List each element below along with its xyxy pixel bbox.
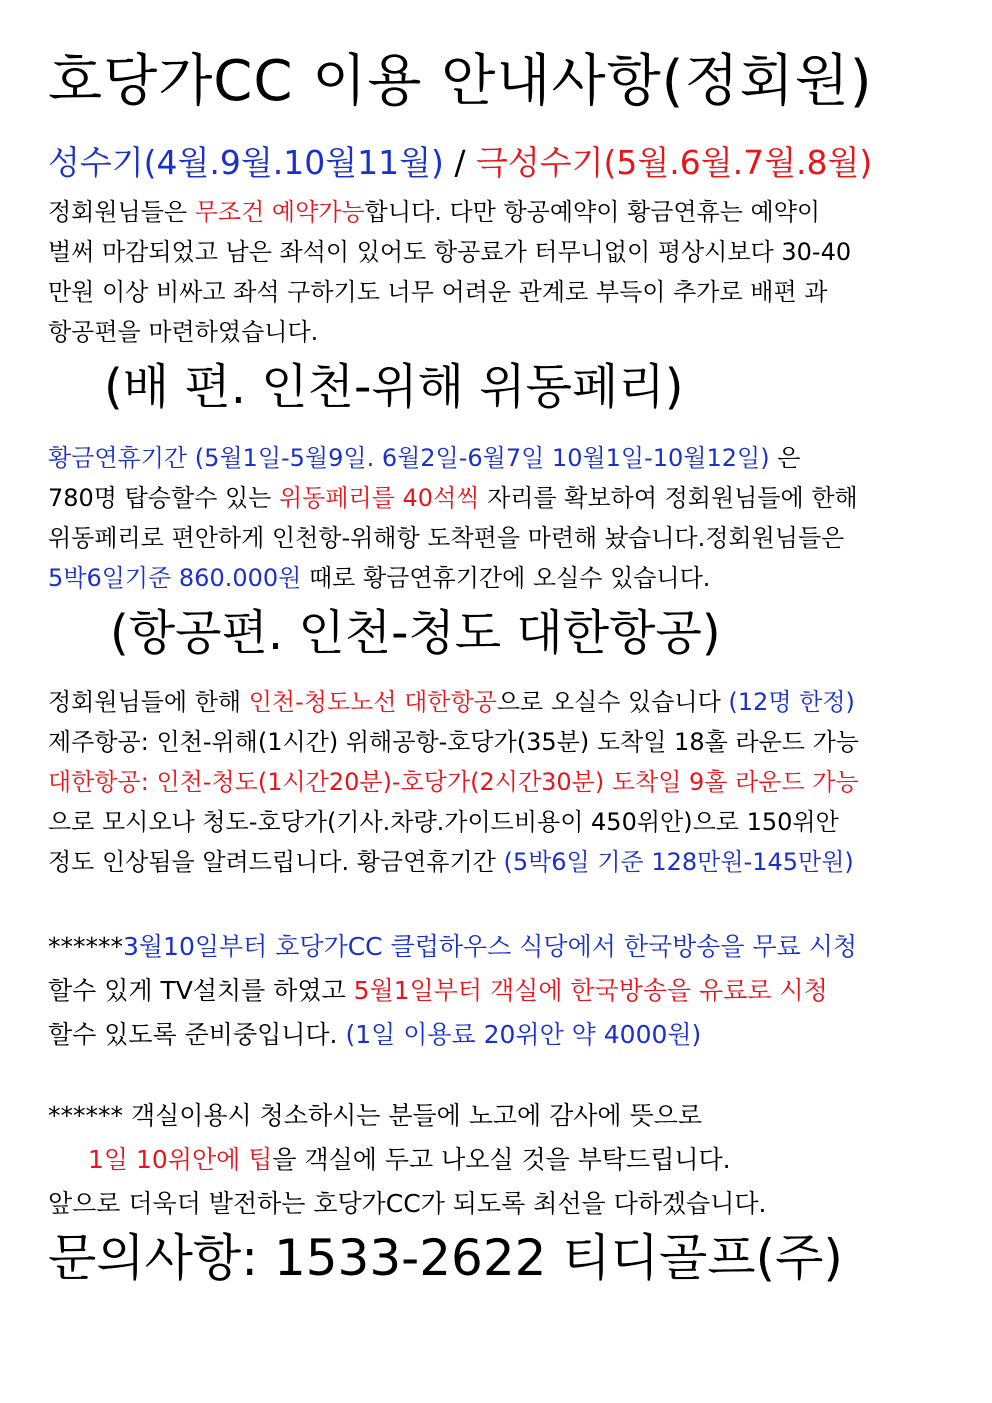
page-title: 호당가CC 이용 안내사항(정회원): [48, 49, 873, 114]
ferry-line-3: 위동페리로 편안하게 인천항-위해항 도착편을 마련해 놨습니다.정회원님들은: [48, 524, 845, 552]
peak-season: 성수기(4월.9월.10월11월): [48, 143, 444, 182]
intro-line-4: 항공편을 마련하였습니다.: [48, 318, 319, 346]
intro-line-1: 정회원님들은 무조건 예약가능합니다. 다만 항공예약이 황금연휴는 예약이: [48, 198, 821, 226]
reservation-highlight: 무조건 예약가능: [194, 198, 365, 226]
air-line-3: 대한항공: 인천-청도(1시간20분)-호당가(2시간30분) 도착일 9홀 라운드 가능: [48, 768, 859, 796]
air-heading: (항공편. 인천-청도 대한항공): [110, 605, 721, 661]
intro-line-3: 만원 이상 비싸고 좌석 구하기도 너무 어려운 관계로 부득이 추가로 배편 과: [48, 278, 828, 306]
air-paragraph: [48, 682, 944, 882]
ferry-line-1: 황금연휴기간 (5월1일-5월9일. 6월2일-6월7일 10월1일-10월12일) 은: [48, 444, 801, 472]
ferry-price: 5박6일기준 860.000원: [48, 564, 302, 592]
tv-line-2: 할수 있게 TV설치를 하였고 5월1일부터 객실에 한국방송을 유료로 시청: [48, 976, 828, 1005]
air-line-1: 정회원님들에 한해 인천-청도노선 대한항공으로 오실수 있습니다 (12명 한정): [48, 688, 855, 716]
air-line-2: 제주항공: 인천-위해(1시간) 위해공항-호당가(35분) 도착일 18홀 라운드 가능: [48, 728, 859, 756]
ferry-seats-highlight: 위동페리를 40석씩: [278, 484, 480, 512]
ferry-heading: (배 편. 인천-위해 위동페리): [104, 359, 684, 415]
tv-line-1: ******3월10일부터 호당가CC 클럽하우스 식당에서 한국방송을 무료 시청: [48, 932, 858, 961]
season-separator: /: [443, 143, 476, 182]
korean-air-route: 인천-청도노선 대한항공: [248, 688, 497, 716]
golden-holiday-period: 황금연휴기간 (5월1일-5월9일. 6월2일-6월7일 10월1일-10월12일): [48, 444, 770, 472]
air-price: (5박6일 기준 128만원-145만원): [503, 848, 854, 876]
intro-line-2: 벌써 마감되었고 남은 좌석이 있어도 항공료가 터무니없이 평상시보다 30-40: [48, 238, 852, 266]
tv-line-3: 할수 있도록 준비중입니다. (1일 이용료 20위안 약 4000원): [48, 1020, 702, 1049]
air-line-4: 으로 모시오나 청도-호당가(기사.차량.가이드비용이 450위안)으로 150위안: [48, 808, 839, 836]
tip-amount: 1일 10위안에 팁: [88, 1145, 273, 1174]
contact-line: 문의사항: 1533-2622 티디골프(주): [48, 1229, 843, 1287]
paid-tv-notice: 5월1일부터 객실에 한국방송을 유료로 시청: [353, 976, 828, 1005]
seat-limit: (12명 한정): [728, 688, 855, 716]
ferry-line-4: 5박6일기준 860.000원 때로 황금연휴기간에 오실수 있습니다.: [48, 564, 711, 592]
tip-line-2: 1일 10위안에 팁을 객실에 두고 나오실 것을 부탁드립니다.: [88, 1145, 731, 1174]
tip-line-1: ****** 객실이용시 청소하시는 분들에 노고에 감사에 뜻으로: [48, 1101, 702, 1130]
ferry-paragraph: [48, 438, 944, 598]
air-line-5: 정도 인상됨을 알려드립니다. 황금연휴기간 (5박6일 기준 128만원-145만원): [48, 848, 854, 876]
tv-fee: (1일 이용료 20위안 약 4000원): [345, 1020, 702, 1049]
free-tv-notice: 3월10일부터 호당가CC 클럽하우스 식당에서 한국방송을 무료 시청: [123, 932, 858, 961]
tip-line-3: 앞으로 더욱더 발전하는 호당가CC가 되도록 최선을 다하겠습니다.: [48, 1189, 767, 1218]
intro-paragraph: [48, 192, 944, 352]
high-peak-season: 극성수기(5월.6월.7월.8월): [475, 143, 873, 182]
season-line: [48, 140, 872, 186]
tip-paragraph: [48, 1094, 944, 1226]
tv-paragraph: [48, 925, 944, 1057]
ferry-line-2: 780명 탑승할수 있는 위동페리를 40석씩 자리를 확보하여 정회원님들에 한해: [48, 484, 858, 512]
